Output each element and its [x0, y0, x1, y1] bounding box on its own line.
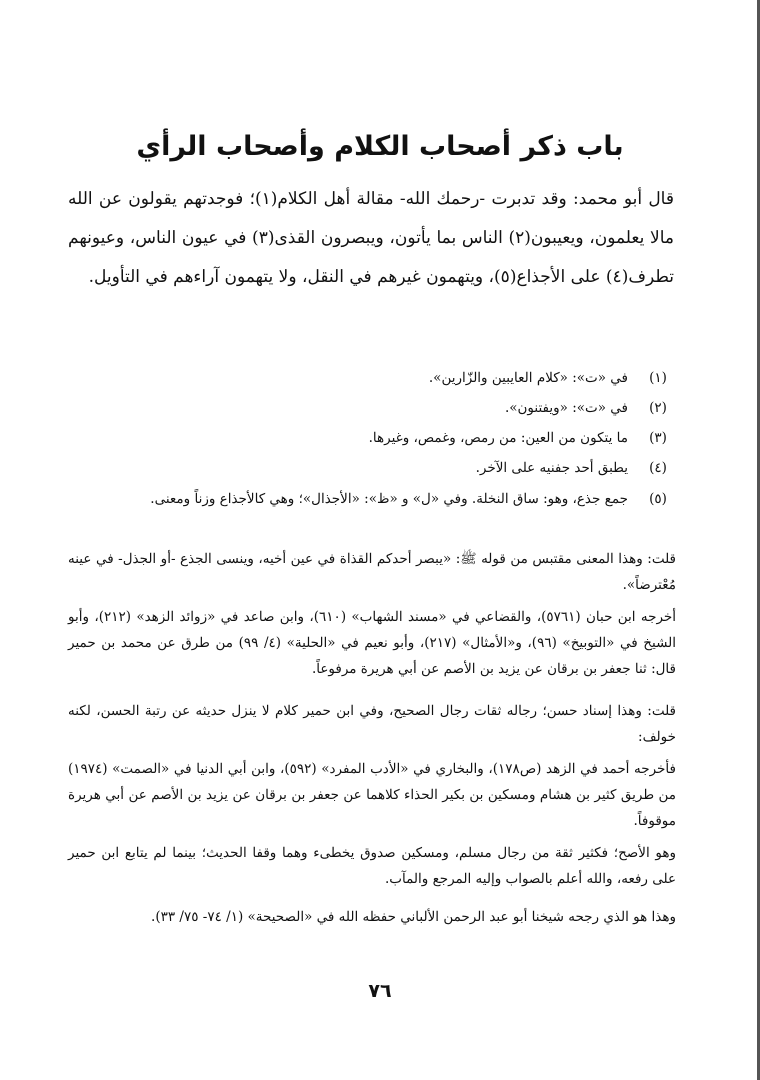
- footnote-text: ما يتكون من العين: من رمص، وغمص، وغيرها.: [368, 430, 628, 446]
- main-paragraph: قال أبو محمد: وقد تدبرت -رحمك الله- مقالة أهل الكلام(١)؛ فوجدتهم يقولون عن الله مالا يعلمون، ويعيبون(٢) الناس بما يأتون، ويبصرون القذى(٣) في عيون الناس، وعيونهم تطرف(٤) على الأجذاع(٥)، ويتهمون غيرهم في النقل، ولا يتهمون آراءهم في التأويل.: [68, 189, 675, 287]
- footnote: [68, 396, 678, 420]
- footnote: [68, 426, 678, 450]
- footnote-text: في «ت»: «كلام العايبين والزّارين».: [428, 370, 628, 386]
- footnote: [68, 366, 678, 390]
- commentary-paragraph: وهذا هو الذي رجحه شيخنا أبو عبد الرحمن الألباني حفظه الله في «الصحيحة» (١/ ٧٤- ٧٥/ ٣٣).: [151, 909, 676, 925]
- footnote: [68, 456, 678, 480]
- commentary-paragraph: قلت: وهذا المعنى مقتبس من قوله ﷺ: «يبصر أحدكم القذاة في عين أخيه، وينسى الجذع -أو الجذل- في عينه مُعْترضاً».: [68, 551, 676, 593]
- commentary-paragraph: فأخرجه أحمد في الزهد (ص١٧٨)، والبخاري في «الأدب المفرد» (٥٩٢)، وابن أبي الدنيا في «الصمت» (١٩٧٤) من طريق كثير بن هشام ومسكين بن بكير الحذاء كلاهما عن جعفر بن برقان عن يزيد بن الأصم عن أبي هريرة موقوفاً.: [68, 761, 676, 829]
- footnote-number: (٢): [649, 400, 667, 416]
- footnote-number: (١): [649, 370, 667, 386]
- chapter-title: باب ذكر أصحاب الكلام وأصحاب الرأي: [136, 131, 624, 162]
- footnote-text: جمع جذع، وهو: ساق النخلة. وفي «ل» و «ظ»: «الأجذال»؛ وهي كالأجذاع وزناً ومعنى.: [150, 491, 628, 507]
- footnote: [68, 486, 678, 538]
- commentary-paragraph: قلت: وهذا إسناد حسن؛ رجاله ثقات رجال الصحيح، وفي ابن حمير كلام لا ينزل حديثه عن رتبة الحسن، لكنه خولف:: [68, 703, 676, 745]
- footnote-number: (٣): [649, 430, 667, 446]
- footnote-number: (٥): [649, 491, 667, 507]
- commentary-paragraph: وهو الأصح؛ فكثير ثقة من رجال مسلم، ومسكين صدوق يخطىء وهما وقفا الحديث؛ بينما لم يتابع ابن حمير على رفعه، والله أعلم بالصواب وإليه المرجع والمآب.: [68, 845, 676, 887]
- footnote-text: في «ت»: «ويفتنون».: [504, 400, 628, 416]
- footnote-text: يطبق أحد جفنيه على الآخر.: [475, 460, 628, 476]
- page-number: ٧٦: [368, 980, 392, 1002]
- footnote-number: (٤): [649, 460, 667, 476]
- commentary-paragraph: أخرجه ابن حبان (٥٧٦١)، والقضاعي في «مسند الشهاب» (٦١٠)، وابن صاعد في «زوائد الزهد» (٢١٢)، وأبو الشيخ في «التوبيخ» (٩٦)، و«الأمثال» (٢١٧)، وأبو نعيم في «الحلية» (٤/ ٩٩) من طرق عن محمد بن حمير قال: ثنا جعفر بن برقان عن يزيد بن الأصم عن أبي هريرة مرفوعاً.: [68, 609, 676, 677]
